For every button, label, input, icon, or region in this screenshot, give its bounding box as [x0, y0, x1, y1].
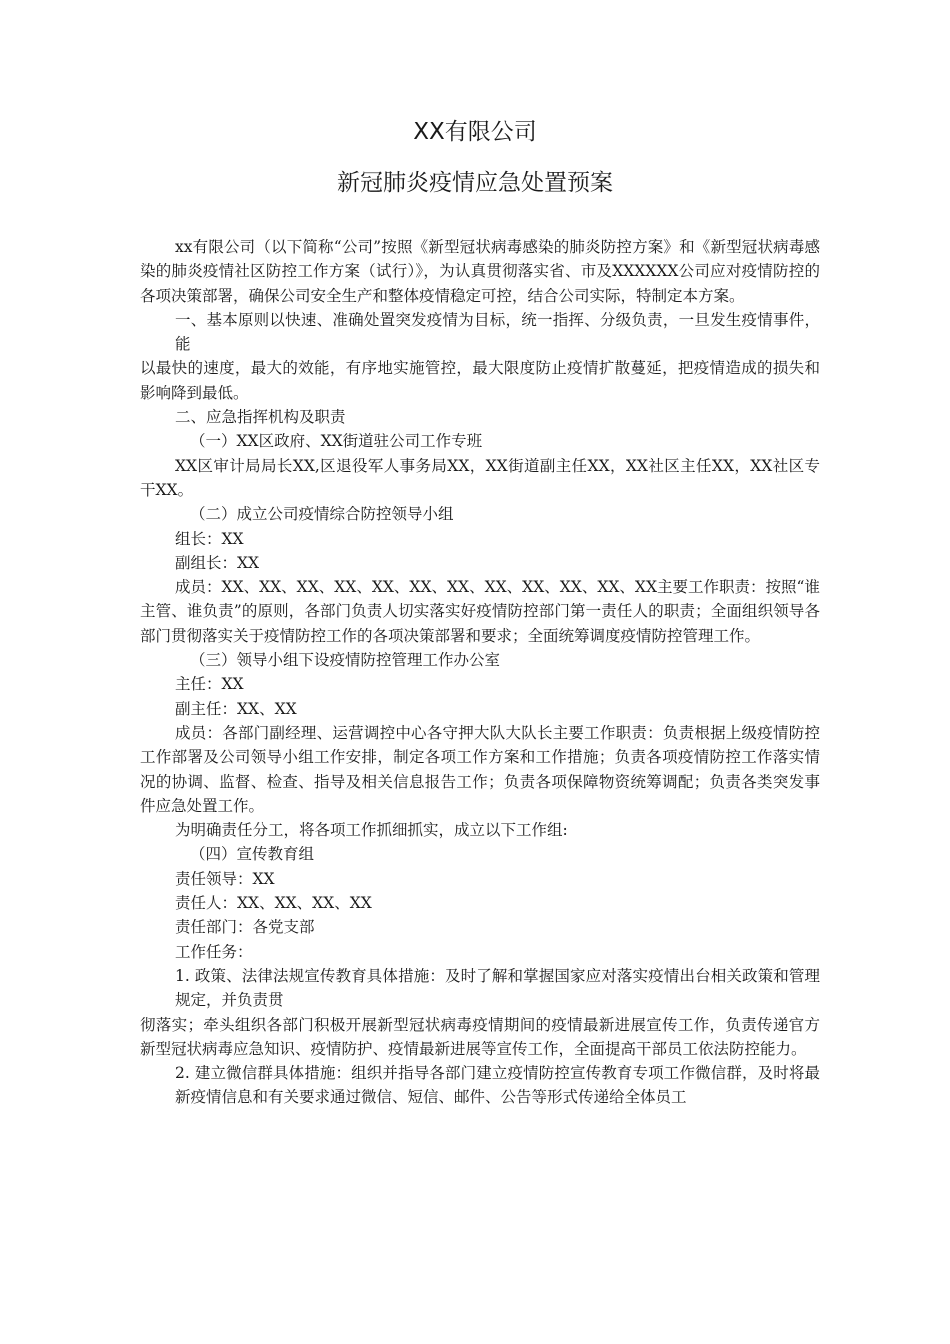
paragraph: 副主任：XX、XX: [175, 699, 297, 718]
document-title: XX有限公司: [413, 119, 537, 145]
document-subtitle: 新冠肺炎疫情应急处置预案: [337, 170, 613, 196]
paragraph: 工作任务：: [175, 942, 253, 961]
list-item: 2. 建立微信群具体措施：组织并指导各部门建立疫情防控宣传教育专项工作微信群，及时将最新疫情信息和有关要求通过微信、短信、邮件、公告等形式传递给全体员工: [175, 1064, 820, 1107]
paragraph: 以最快的速度，最大的效能，有序地实施管控，最大限度防止疫情扩散蔓延，把疫情造成的损失和影响降到最低。: [140, 359, 820, 402]
paragraph: XX区审计局局长XX,区退役军人事务局XX，XX街道副主任XX，XX社区主任XX，XX社区专干XX。: [140, 456, 820, 499]
paragraph: 责任部门：各党支部: [175, 918, 315, 937]
section-principles: 一、基本原则以快速、准确处置突发疫情为目标，统一指挥、分级负责，一旦发生疫情事件，能: [175, 310, 820, 354]
paragraph: 成员：各部门副经理、运营调控中心各守押大队大队长主要工作职责：负责根据上级疫情防控工作部署及公司领导小组工作安排，制定各项工作方案和工作措施；负责各项疫情防控工作落实情况的协调、监督、检查、指导及相关信息报告工作；负责各项保障物资统筹调配；负责各类突发事件应急处置工作。: [140, 723, 820, 815]
intro-paragraph: xx有限公司（以下简称“公司”按照《新型冠状病毒感染的肺炎防控方案》和《新型冠状病毒感染的肺炎疫情社区防控工作方案（试行）》，为认真贯彻落实省、市及XXXXXX公司应对疫情防控的各项决策部署，确保公司安全生产和整体疫情稳定可控，结合公司实际，特制定本方案。: [140, 238, 820, 305]
paragraph: 成员：XX、XX、XX、XX、XX、XX、XX、XX、XX、XX、XX、XX主要工作职责：按照“谁主管、谁负责”的原则，各部门负责人切实落实好疫情防控部门第一责任人的职责；全面组织领导各部门贯彻落实关于疫情防控工作的各项决策部署和要求；全面统筹调度疫情防控管理工作。: [140, 578, 820, 645]
subsection-heading: （三）领导小组下设疫情防控管理工作办公室: [190, 651, 501, 670]
paragraph: 责任领导：XX: [175, 869, 275, 888]
list-item: 1. 政策、法律法规宣传教育具体措施：及时了解和掌握国家应对落实疫情出台相关政策和管理规定，并负责贯: [175, 966, 820, 1010]
subsection-heading: （二）成立公司疫情综合防控领导小组: [190, 505, 454, 524]
paragraph: 责任人：XX、XX、XX、XX: [175, 894, 372, 913]
paragraph: 主任：XX: [175, 675, 244, 694]
paragraph: 副组长：XX: [175, 553, 260, 572]
paragraph: 组长：XX: [175, 529, 244, 548]
subsection-heading: （一）XX区政府、XX街道驻公司工作专班: [190, 432, 483, 451]
paragraph: 彻落实；牵头组织各部门积极开展新型冠状病毒疫情期间的疫情最新进展宣传工作，负责传递官方新型冠状病毒应急知识、疫情防护、疫情最新进展等宣传工作，全面提高干部员工依法防控能力。: [140, 1015, 820, 1058]
document-body: [140, 235, 820, 1110]
subsection-heading: （四）宣传教育组: [190, 845, 315, 864]
paragraph: 为明确责任分工，将各项工作抓细抓实，成立以下工作组:: [175, 821, 568, 840]
section-heading: 二、应急指挥机构及职责: [175, 408, 346, 427]
